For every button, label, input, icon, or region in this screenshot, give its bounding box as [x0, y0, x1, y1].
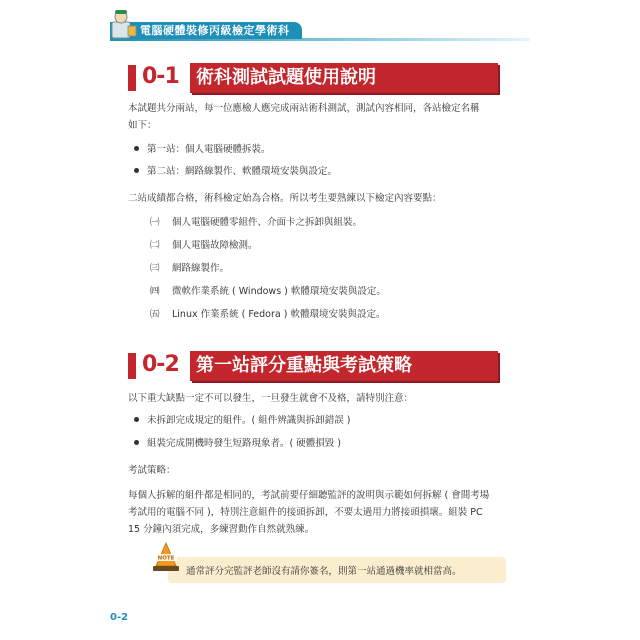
note-icon-label: NOTE — [157, 555, 175, 562]
header-title: 電腦硬體裝修丙級檢定學術科 — [110, 22, 302, 39]
strategy-label: 考試策略： — [128, 465, 176, 476]
strategy-line-1: 每個人拆解的組件都是相同的，考試前要仔細聽監評的說明與示範如何拆解 ( 會間考場 — [128, 490, 490, 501]
enum-mark: ㈢ — [150, 263, 160, 274]
enum-text: 微軟作業系統 ( Windows ) 軟體環境安裝與設定。 — [172, 286, 386, 297]
list-item — [134, 437, 341, 451]
enum-text: 網路線製作。 — [172, 263, 230, 274]
enum-mark: ㈣ — [150, 286, 160, 297]
page-number: 0-2 — [110, 612, 129, 623]
list-item-text: 第一站：個人電腦硬體拆裝。 — [147, 144, 271, 155]
section-heading-0-2 — [128, 351, 498, 381]
mascot-icon — [108, 8, 138, 42]
section-number: 0-1 — [142, 64, 179, 89]
intro-line-1: 本試題共分兩站，每一位應檢人應完成兩站術科測試，測試內容相同，各站檢定名稱 — [128, 103, 480, 114]
defects-intro: 以下重大缺點一定不可以發生，一旦發生就會不及格，請特別注意： — [128, 393, 414, 404]
note-box — [168, 557, 506, 583]
enum-text: Linux 作業系統 ( Fedora ) 軟體環境安裝與設定。 — [172, 309, 386, 320]
section-number: 0-2 — [142, 352, 179, 377]
points-intro: 二站成績都合格，術科檢定始為合格。所以考生要熟練以下檢定內容要點： — [128, 193, 442, 204]
bullet-icon — [134, 168, 139, 173]
bullet-icon — [134, 146, 139, 151]
enum-text: 個人電腦硬體零組件、介面卡之拆卸與組裝。 — [172, 217, 363, 228]
intro-line-2: 如下： — [128, 120, 157, 131]
list-item-text: 未拆卸完成規定的組件。( 組件辨識與拆卸錯誤 ) — [147, 415, 351, 426]
list-item-text: 第二站：網路線製作、軟體環境安裝與設定。 — [147, 166, 338, 177]
list-item-text: 組裝完成開機時發生短路現象者。( 硬體損毀 ) — [147, 438, 341, 449]
enum-item — [150, 262, 229, 276]
list-item — [134, 414, 350, 428]
enum-item — [150, 239, 258, 253]
list-item — [134, 143, 271, 157]
section-heading-0-1 — [128, 63, 498, 93]
bullet-icon — [134, 417, 139, 422]
enum-item — [150, 285, 386, 299]
section-number-box — [128, 63, 186, 93]
strategy-line-3: 15 分鐘內須完成，多練習動作自然就熟練。 — [128, 524, 315, 535]
section-title: 術科測試試題使用說明 — [190, 63, 498, 93]
strategy-line-2: 考試用的電腦不同 )，特別注意組件的接頭拆卸，不要太過用力將接頭損壞。組裝 PC — [128, 507, 483, 518]
enum-item — [150, 308, 385, 322]
section-title: 第一站評分重點與考試策略 — [190, 351, 498, 381]
note-text: 通常評分完監評老師沒有請你簽名，則第一站通過機率就相當高。 — [186, 566, 462, 577]
enum-mark: ㈠ — [150, 217, 160, 228]
enum-text: 個人電腦故障檢測。 — [172, 240, 258, 251]
enum-item — [150, 216, 362, 230]
note-cone-icon — [152, 542, 180, 572]
enum-mark: ㈡ — [150, 240, 160, 251]
list-item — [134, 165, 337, 179]
bullet-icon — [134, 440, 139, 445]
enum-mark: ㈤ — [150, 309, 160, 320]
section-number-box — [128, 351, 186, 381]
